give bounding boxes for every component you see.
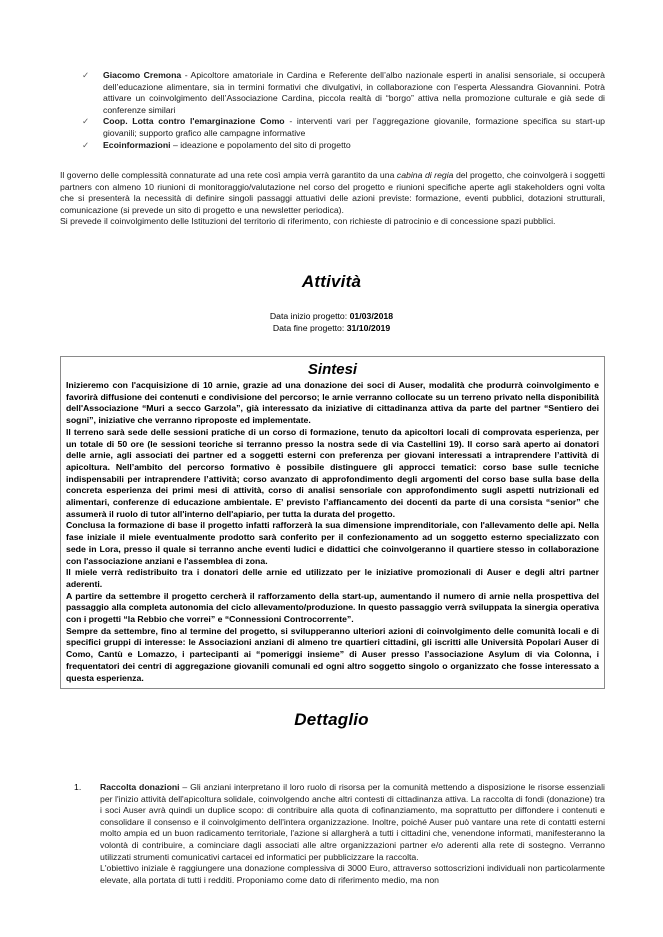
project-start-date-label: Data inizio progetto:: [269, 311, 350, 321]
project-start-date-row: [0, 310, 663, 322]
sintesi-paragraph: Conclusa la formazione di base il progetto infatti rafforzerà la sua dimensione imprenditoriale, con l'allevamento delle api. Nella fase iniziale il miele eventualmente prodotto sarà conferito per il confezionamento ad un soggetto esterno specializzato con sede in Lora, presso il quale si terranno anche eventi ludici e didattici che coinvolgeranno il quartiere stesso in collaborazione con l'associazione anziani e l'assemblea di zona.: [66, 520, 599, 566]
list-item-number: 1.: [74, 782, 82, 792]
partner-name: Giacomo Cremona: [103, 70, 182, 80]
section-title-attivita: Attività: [301, 272, 362, 291]
list-item: [80, 116, 605, 139]
section-title-dettaglio: Dettaglio: [294, 710, 369, 729]
dettaglio-paragraph: L'obiettivo iniziale è raggiungere una donazione complessiva di 3000 Euro, attraverso sottoscrizioni individuali non particolarmente elevate, alla portata di tutti i redditi. Proponiamo come dato di riferimento medio, ma non: [100, 863, 605, 885]
project-dates: [0, 310, 663, 334]
dettaglio-item-text: Gli anziani interpretano il loro ruolo di risorsa per la comunità mettendo a disposizione le risorse essenziali per l'inizio attività dell'apicoltura solidale, coinvolgendo anche altri contesti di cittadinanza attiva. La raccolta di fondi (donazione) tra i soci Auser avrà quindi un duplice scopo: di contribuire alla quota di cofinanziamento, ma soprattutto per diffondere i contenuti e consolidare il consenso e il coinvolgimento dell'intera organizzazione. Inoltre, poiché Auser può vantare una rete di contatti esterni molto ampia ed un buon radicamento territoriale, l'azione si allargherà a tutti i cittadini che, venendone informati, manifesteranno la volontà di contribuire, a cominciare dagli associati alle altre organizzazioni partner e/o aderenti alla rete di sostegno. Verranno utilizzati strumenti comunicativi cartacei ed informatici per pubblicizzare la raccolta.: [100, 782, 605, 862]
sintesi-title: Sintesi: [307, 361, 358, 378]
partner-name: Coop. Lotta contro l'emarginazione Como: [103, 116, 285, 127]
check-icon: ✓: [82, 139, 90, 150]
partner-separator: -: [181, 70, 191, 80]
project-end-date-label: Data fine progetto:: [272, 323, 347, 333]
partners-checklist: [80, 70, 605, 151]
project-end-date-value: 31/10/2019: [346, 323, 391, 333]
dettaglio-numbered-list: [60, 782, 605, 886]
sintesi-paragraph: Sempre da settembre, fino al termine del progetto, si svilupperanno ulteriori azioni di coinvolgimento delle comunità locali e di specifici gruppi di interesse: le Associazioni anziani di almeno tre quartieri cittadini, gli iscritti alle Università Popolari Auser di Como, Cantù e Lomazzo, i partecipanti ai “pomeriggi insieme” di Auser presso l’associazione Asylum di via Colonna, i frequentatori dei centri di aggregazione giovanili comunali ed ogni altro soggetto singolo o organizzato che fosse interessato a questa esperienza.: [66, 625, 599, 683]
dettaglio-item-name: Raccolta donazioni: [100, 782, 180, 792]
sintesi-body: [66, 380, 599, 684]
intro-paragraph-institutions: Si prevede il coinvolgimento delle Istituzioni del territorio di riferimento, con richieste di patrocinio e di concessione spazi pubblici.: [60, 216, 556, 227]
intro-text-part1: Il governo delle complessità connaturate ad una rete così ampia verrà garantito da una: [60, 170, 397, 180]
sintesi-paragraph: A partire da settembre il progetto cercherà il rafforzamento della start-up, aumentando il numero di arnie nella prospettiva del passaggio alla completa autonomia del ciclo allevamento/produzione. In questo passaggio verrà sviluppata la sinergia operativa con i progetti “la Rebbio che vorrei” e “Connessioni Controcorrente”.: [66, 590, 599, 625]
sintesi-paragraph: Il miele verrà redistribuito tra i donatori delle arnie ed utilizzato per le iniziative promozionali di Auser e degli altri partner aderenti.: [66, 567, 599, 589]
project-start-date-value: 01/03/2018: [349, 311, 394, 321]
partner-name: Ecoinformazioni: [103, 139, 171, 150]
sintesi-paragraph: Inizieremo con l'acquisizione di 10 arnie, grazie ad una donazione dei soci di Auser, modalità che produrrà coinvolgimento e favorirà diffusione dei contenuti e condivisione del percorso; le arnie verranno collocate su un terreno privato nella disponibilità dell'Associazione “Muri a secco Garzola”, già interessato da iniziative di cittadinanza attiva da parte del partner “Sentiero dei sogni”, iniziative che verranno riproposte ed implementate.: [66, 380, 599, 426]
partner-description: Apicoltore amatoriale in Cardina e Referente dell’albo nazionale esperti in analisi sensoriale, si occuperà dell’educazione alimentare, sia in termini formativi che divulgativi, in collaborazione con l’esperta Alessandra Giovannini. Potrà attivare un coinvolgimento dell’Associazione Cardina, piccola realtà di “borgo” attiva nella promozione culturale e già sede di conferenze similari: [103, 70, 605, 115]
list-item: [60, 782, 605, 886]
check-icon: ✓: [82, 70, 90, 80]
intro-paragraphs: [60, 170, 605, 228]
sintesi-paragraph: Il terreno sarà sede delle sessioni pratiche di un corso di formazione, tenuto da apicoltori locali di comprovata esperienza, per un totale di 50 ore (le sessioni teoriche si terranno presso la nostra sede di via Castellini 19). Il corso sarà aperto ai donatori delle arnie, agli associati dei partner ed a soggetti esterni con preferenza per giovani interessati a intraprendere l’attività di apicoltura. Nell’ambito del percorso formativo è possibile distinguere gli approcci tematici: corso base sulle tecniche indispensabili per intraprendere l’attività; corso avanzato di approfondimento degli argomenti del corso base sulla base della concreta esperienza dei primi mesi di attività, corso di analisi sensoriale con approfondimento sugli aspetti nutrizionali ed alimentari, conferenze di educazione ambientale. E’ previsto l’affiancamento dei docenti da parte di una corsista “senior” che assumerà il ruolo di tutor all'interno dell'apiario, per tutta la durata del progetto.: [66, 426, 599, 519]
intro-italic-term: cabina di regia: [396, 170, 454, 180]
dettaglio-paragraph: [100, 782, 605, 863]
intro-paragraph-governance: [60, 170, 605, 216]
sintesi-box: [60, 356, 605, 689]
list-item: [80, 70, 605, 116]
partner-description: interventi vari per l’aggregazione giovanile, formazione specifica su start-up giovanili; supporto grafico alle campagne informative: [103, 116, 605, 138]
project-end-date-row: [0, 322, 663, 334]
dettaglio-item-separator: –: [179, 782, 191, 792]
list-item: [80, 140, 605, 152]
partner-separator: –: [170, 139, 181, 150]
partner-description: ideazione e popolamento del sito di progetto: [180, 139, 351, 150]
intro-text-part2: del progetto, che coinvolgerà i soggetti partners con almeno 10 riunioni di monitoraggio/valutazione nel corso del progetto e riunioni specifiche aperte agli stakeholders ogni volta che si presenterà la necessità di definire singoli passaggi attuativi delle azioni previste: formazione, eventi pubblici, dotazioni strutturali, comunicazione (si prevede un sito di progetto e una newsletter periodica).: [60, 170, 605, 215]
partner-separator: -: [284, 116, 297, 127]
check-icon: ✓: [82, 116, 90, 127]
